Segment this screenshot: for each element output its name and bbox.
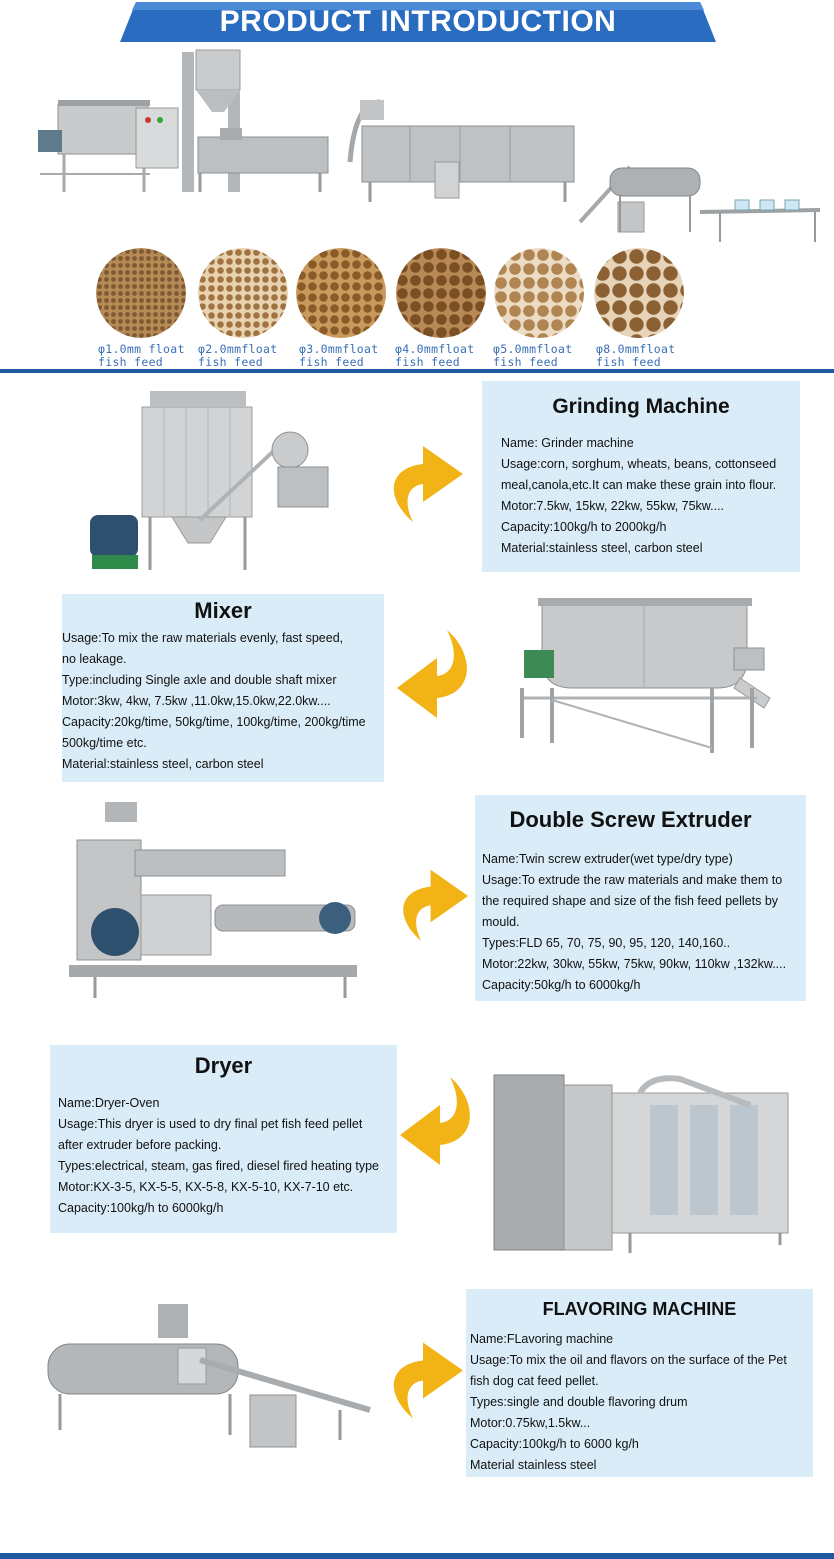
extruder-info-box <box>475 795 806 1001</box>
feed-sample-3mm <box>296 248 386 338</box>
footer-divider <box>0 1553 834 1559</box>
flavoring-title: FLAVORING MACHINE <box>542 1299 737 1319</box>
mixer-machine-image <box>512 588 777 758</box>
flavoring-info-box <box>466 1289 813 1477</box>
flavoring-details: Name:FLavoring machine Usage:To mix the oil and flavors on the surface of the Pet fish dog cat feed pellet. Types:single and double flavoring drum Motor:0.75kw,1.5kw... Capacity:100kg/h to 6000 kg/h Material stainless steel <box>470 1332 787 1472</box>
feed-label-3: φ3.0mmfloat fish feed <box>299 342 379 369</box>
feed-label-4: φ4.0mmfloat fish feed <box>395 342 475 369</box>
feed-sample-8mm <box>594 248 684 338</box>
production-line-image <box>20 42 834 252</box>
flavoring-machine-image <box>40 1300 385 1470</box>
grinding-machine-image <box>80 385 360 580</box>
feed-sample-5mm <box>494 248 584 338</box>
arrow-left-icon <box>398 1075 478 1167</box>
dryer-info-box <box>50 1045 397 1233</box>
section-divider <box>0 369 834 373</box>
arrow-right-icon <box>395 860 470 948</box>
feed-label-8: φ8.0mmfloat fish feed <box>596 342 676 369</box>
feed-sample-2mm <box>198 248 288 338</box>
grinding-info-box <box>482 381 800 572</box>
dryer-details: Name:Dryer-Oven Usage:This dryer is used to dry final pet fish feed pellet after extruder before packing. Types:electrical, steam, gas fired, diesel fired heating type Motor:KX-3-5, KX-5-5, KX-5-8, KX-5-10, KX-7-10 etc. Capacity:100kg/h to 6000kg/h <box>58 1096 379 1215</box>
feed-label-2: φ2.0mmfloat fish feed <box>198 342 278 369</box>
arrow-right-icon <box>385 1335 465 1423</box>
feed-sample-1mm <box>96 248 186 338</box>
grinding-title: Grinding Machine <box>552 395 730 418</box>
extruder-machine-image <box>65 800 365 1015</box>
feed-label-1: φ1.0mm float fish feed <box>98 342 185 369</box>
extruder-details: Name:Twin screw extruder(wet type/dry type) Usage:To extrude the raw materials and make them to the required shape and size of the fish feed pellets by mould. Types:FLD 65, 70, 75, 90, 95, 120, 140,160.. Motor:22kw, 30kw, 55kw, 75kw, 90kw, 110kw ,132kw.... Capacity:50kg/h to 6000kg/h <box>482 852 787 992</box>
feed-sample-4mm <box>396 248 486 338</box>
extruder-title: Double Screw Extruder <box>509 807 752 832</box>
page-title: PRODUCT INTRODUCTION <box>219 5 617 38</box>
arrow-left-icon <box>395 628 475 720</box>
dryer-title: Dryer <box>194 1053 253 1078</box>
mixer-details: Usage:To mix the raw materials evenly, fast speed, no leakage. Type:including Single axle and double shaft mixer Motor:3kw, 4kw, 7.5kw ,11.0kw,15.0kw,22.0kw.... Capacity:20kg/time, 50kg/time, 100kg/time, 200kg/time 500kg/time etc. Material:stainless steel, carbon steel <box>62 631 366 771</box>
grinding-details: Name: Grinder machine Usage:corn, sorghum, wheats, beans, cottonseed meal,canola,etc.It can make these grain into flour. Motor:7.5kw, 15kw, 22kw, 55kw, 75kw.... Capacity:100kg/h to 2000kg/h Material:stainless steel, carbon steel <box>501 436 777 555</box>
mixer-info-box <box>62 594 384 782</box>
feed-label-5: φ5.0mmfloat fish feed <box>493 342 573 369</box>
arrow-right-icon <box>385 440 465 525</box>
dryer-machine-image <box>490 1045 790 1260</box>
mixer-title: Mixer <box>194 598 252 623</box>
